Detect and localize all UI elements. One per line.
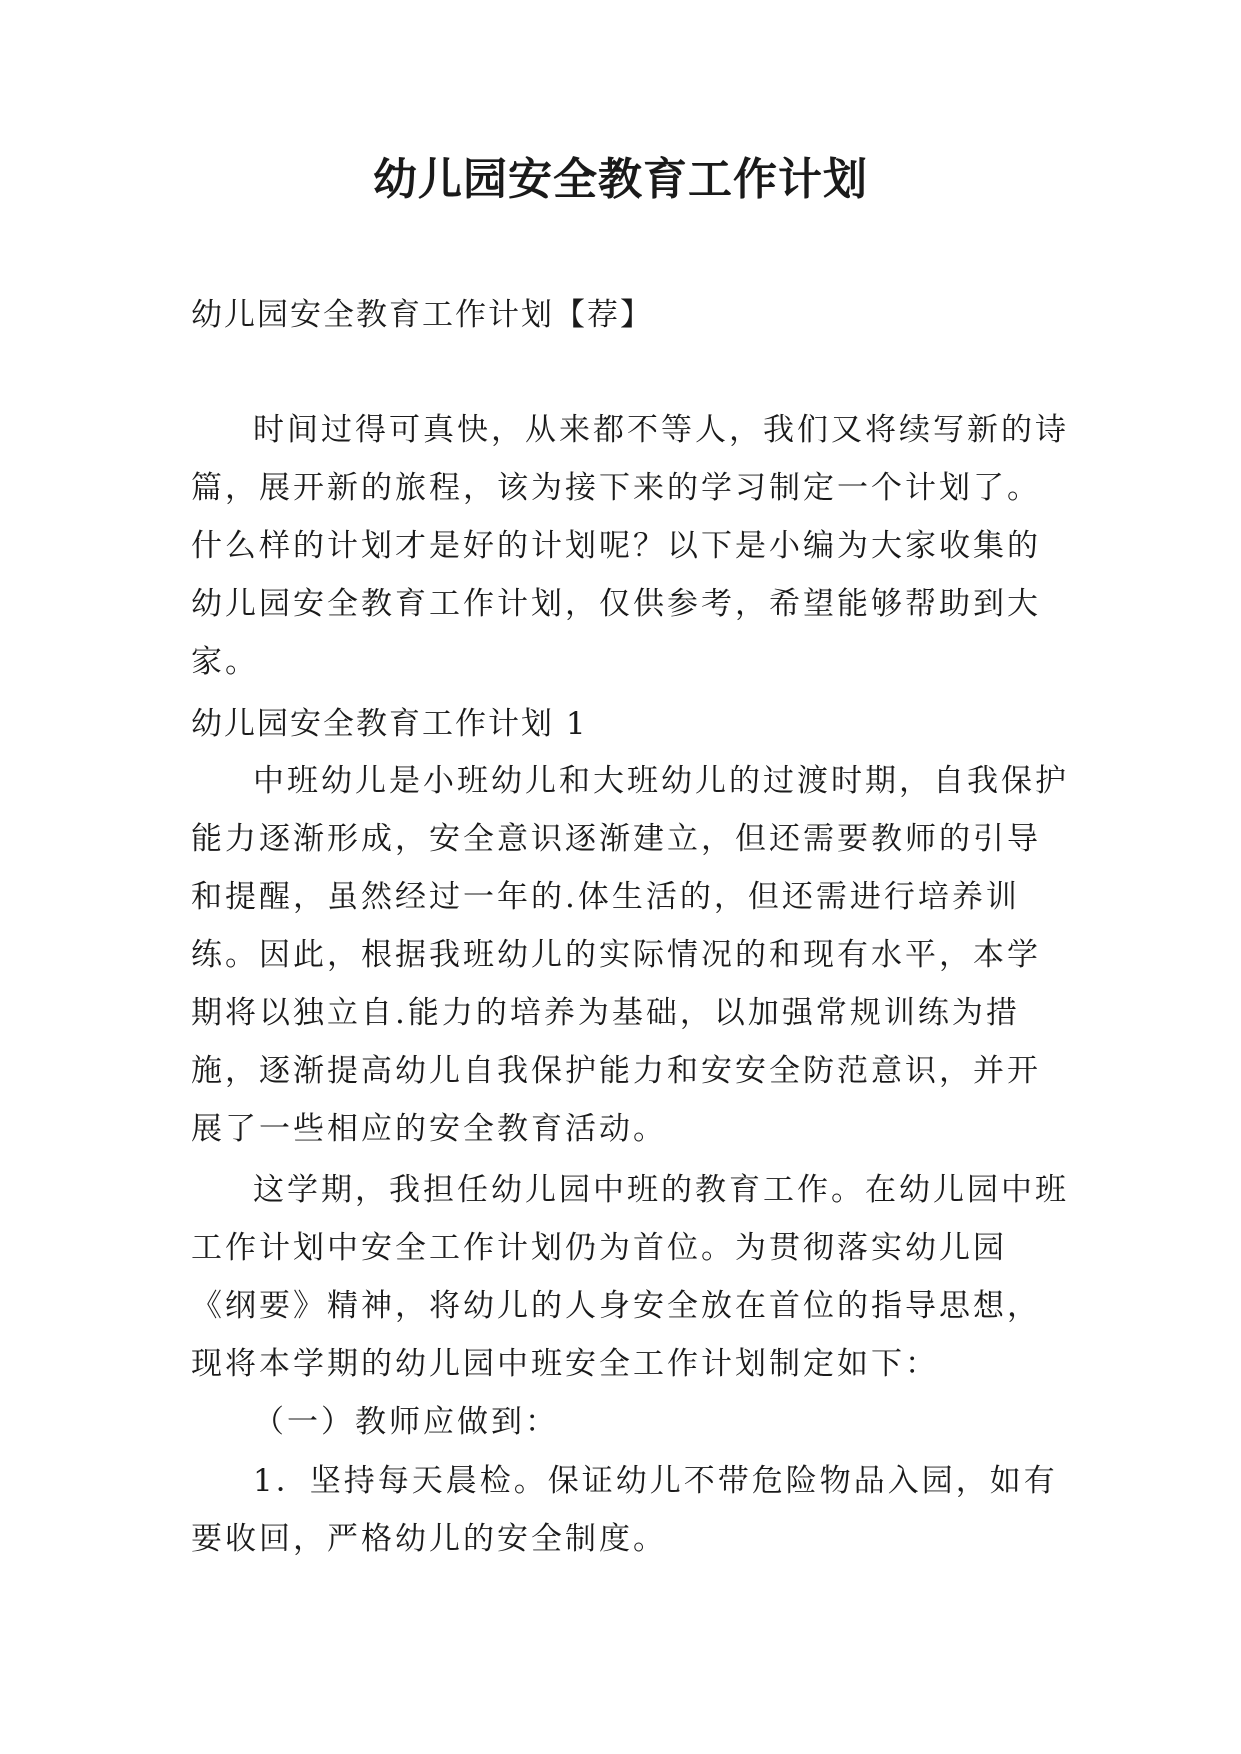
section-heading: 幼儿园安全教育工作计划 1 <box>191 706 588 742</box>
document-subtitle: 幼儿园安全教育工作计划【荐】 <box>191 297 653 333</box>
body-paragraph: 这学期，我担任幼儿园中班的教育工作。在幼儿园中班工作计划中安全工作计划仍为首位。为贯彻落实幼儿园《纲要》精神，将幼儿的人身安全放在首位的指导思想，现将本学期的幼儿园中班安全工作计划制定如下： <box>191 1172 1069 1382</box>
intro-paragraph: 时间过得可真快，从来都不等人，我们又将续写新的诗篇，展开新的旅程，该为接下来的学习制定一个计划了。什么样的计划才是好的计划呢？以下是小编为大家收集的幼儿园安全教育工作计划，仅供参考，希望能够帮助到大家。 <box>191 412 1069 680</box>
list-heading: （一）教师应做到： <box>253 1404 559 1440</box>
document-title: 幼儿园安全教育工作计划 <box>373 154 868 205</box>
body-paragraph: 中班幼儿是小班幼儿和大班幼儿的过渡时期，自我保护能力逐渐形成，安全意识逐渐建立，但还需要教师的引导和提醒，虽然经过一年的.体生活的，但还需进行培养训练。因此，根据我班幼儿的实际情况的和现有水平，本学期将以独立自.能力的培养为基础，以加强常规训练为措施，逐渐提高幼儿自我保护能力和安安全防范意识，并开展了一些相应的安全教育活动。 <box>191 763 1069 1147</box>
list-item: 1．坚持每天晨检。保证幼儿不带危险物品入园，如有要收回，严格幼儿的安全制度。 <box>191 1463 1058 1557</box>
